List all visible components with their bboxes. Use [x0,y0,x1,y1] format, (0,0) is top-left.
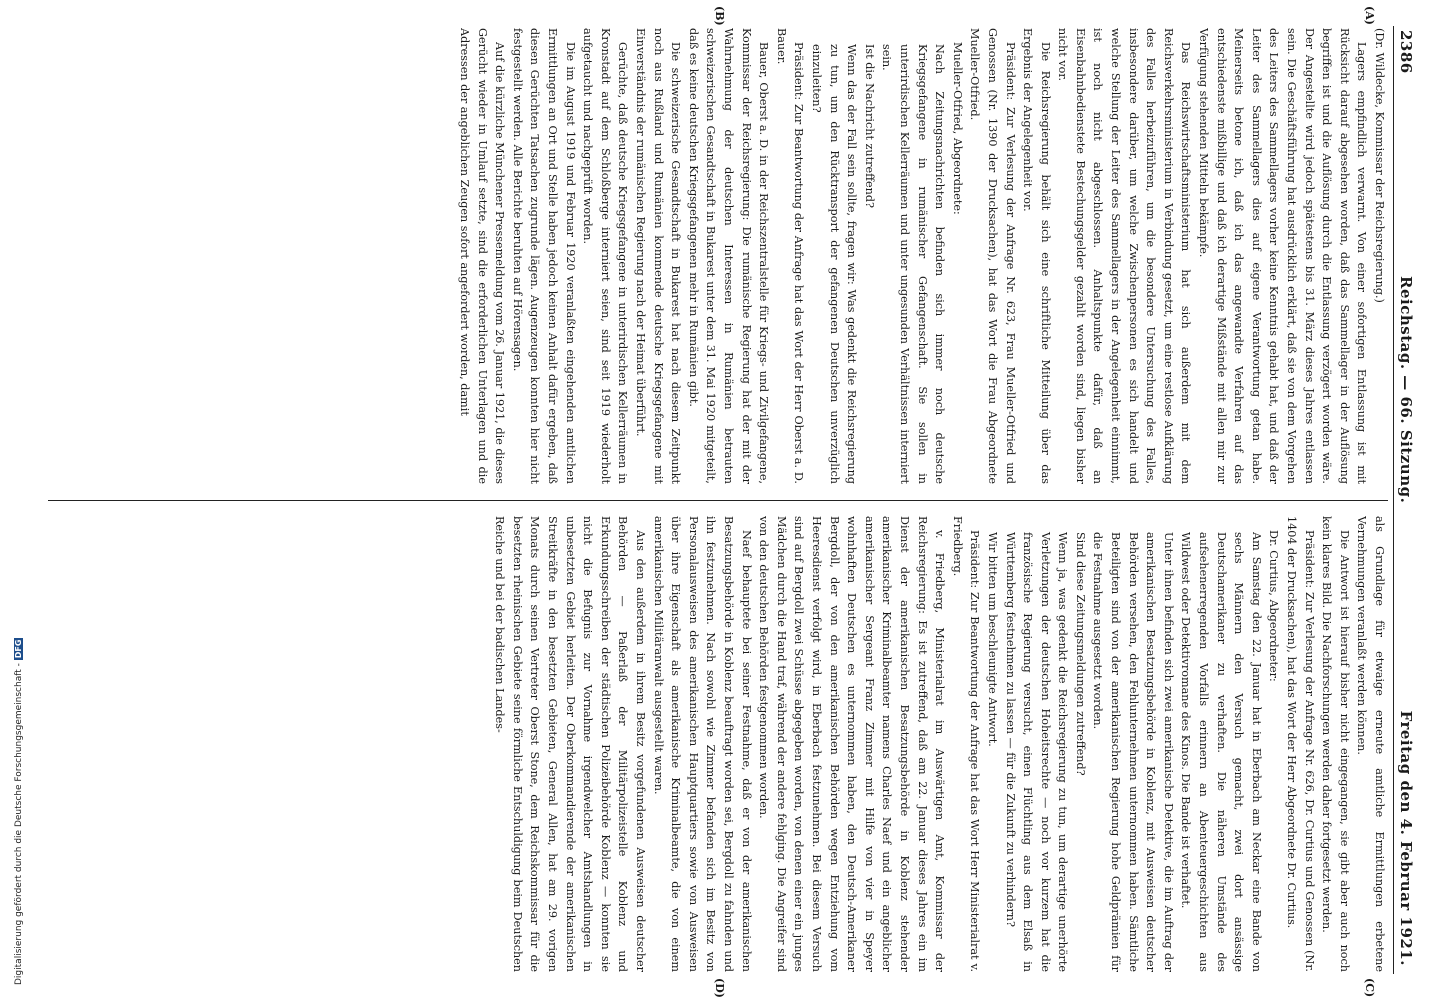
paragraph: Präsident: Zur Beantwortung der Anfrage hat das Wort der Herr Oberst a. D. Bauer. [774,28,806,484]
paragraph: Die im August 1919 und Februar 1920 veranlaßten eingehenden amtlichen Ermittlungen an Ort und Stelle haben jedoch keinen Anhalt dafür ergeben, daß diesen Gerüchten Tatsachen zugrunde lägen. Augenzeugen konnten hier nicht festgestellt werden. Alle Berichte beruhten auf Hörensagen. [510,28,577,484]
left-column [53,28,1388,484]
paragraph: Dr. Curtius, Abgeordneter: [1267,530,1281,682]
paragraph: Lagers empfindlich verwarnt. Von einer sofortigen Entlassung ist mit Rücksicht darauf abgesehen worden, daß das Sammellager in der Auflösung begriffen ist und die Auflösung durch die Entlassung verzögert worden wäre. Der Angestellte wird jedoch spätestens bis 31. März dieses Jahres entlassen sein. Die Geschäftsführung hat ausdrücklich erklärt, daß sie von dem Vorgehen des Leiters des Sammellagers vorher keine Kenntnis gehabt hat, und daß der Leiter des Sammellagers dies auf eigene Verantwortung getan habe. Meinerseits betone ich, daß ich das angewandte Verfahren auf das entschiedenste mißbillige und daß ich derartige Mißstände mit allen mir zur Verfügung stehenden Mitteln bekämpfe. [1197,28,1369,484]
session-title: Reichstag. — 66. Sitzung. [1397,276,1415,504]
paragraph: v. Friedberg, Ministerialrat im Auswärtigen Amt, Kommissar der Reichsregierung: Es ist zutreffend, daß am 22. Januar dieses Jahres ein im Dienst der amerikanischen Besatzungsbehörde in Koblenz stehender amerikanischer Kriminalbeamter namens Charles Naef und ein angeblicher amerikanischer Sergeant Franz Zimmer mit Hilfe von vier in Speyer wohnhaften Deutschen es unternommen haben, den Deutsch-Amerikaner Bergdoll, der von den amerikanischen Behörden wegen Entziehung vom Heeresdienst verfolgt wird, in Eberbach festzunehmen. Bei diesem Versuch sind auf Bergdoll zwei Schüsse abgegeben worden, von denen einer ein junges Mädchen durch die Hand traf, während der andere fehlging. Die Angreifer sind von den deutschen Behörden festgenommen worden. [757,516,947,972]
footer-credit [14,638,24,985]
paragraph: Wenn ja, was gedenkt die Reichsregierung zu tun, um derartige unerhörte Verletzungen der deutschen Hoheitsrechte — noch vor kurzem hat die französische Regierung versucht, einen Flüchtling aus dem Elsaß in Württemberg festnehmen zu lassen — für die Zukunft zu verhindern? [1003,532,1070,972]
page-number: 2386 [1397,30,1415,74]
margin-marker-c: (C) [1363,978,1376,998]
paragraph: Gerüchte, daß deutsche Kriegsgefangene in unterirdischen Kellerräumen in Kronstadt auf dem Schloßberge interniert seien, sind seit 1919 wiederholt aufgetaucht und nachgeprüft worden. [581,28,630,484]
column-divider [48,500,1388,501]
paragraph: Die Reichsregierung behält sich eine schriftliche Mitteilung über das Ergebnis der Angelegenheit vor. [1021,28,1052,484]
paragraph: Die schweizerische Gesandtschaft in Bukarest hat nach diesem Zeitpunkt noch aus Rußland und Rumänien kommende deutsche Kriegsgefangene mit Einverständnis der rumänischen Regierung nach der Heimat überführt. [634,28,683,484]
margin-marker-d: (D) [713,978,726,998]
paragraph: als Grundlage für etwaige erneute amtliche Ermittlungen erbetene Vernehmungen veranlaßt werden können. [1355,516,1386,972]
paragraph: Aus den außerdem in ihrem Besitz vorgefundenen Ausweisen deutscher Behörden — Paßerlaß der Militärpolizeistelle Koblenz und Erkundungsschreiben der städtischen Polizeibehörde Koblenz — konnten sie nicht die Befugnis zur Vornahme irgendwelcher Amtshandlungen in unbesetzten Gebiet herleiten. Der Oberkommandierende der amerikanischen Streitkräfte in den besetzten Gebieten, General Allen, hat am 29. vorigen Monats durch seinen Vertreter Oberst Stone, dem Reichskommissar für die besetzten rheinischen Gebiete seine förmliche Entschuldigung beim Deutschen Reiche und bei der badischen Landes- [493,516,648,972]
paragraph: Bauer, Oberst a. D. in der Reichszentralstelle für Kriegs- und Zivilgefangene, Kommissar der Reichsregierung: Die rumänische Regierung hat der mit der Wahrnehmung der deutschen Interessen in Rumänien betrauten schweizerischen Gesandtschaft in Bukarest unter dem 31. Mai 1920 mitgeteilt, daß es keine deutschen Kriegsgefangenen mehr in Rumänien gibt. [686,28,771,484]
paragraph: Das Reichswirtschaftsministerium hat sich außerdem mit dem Reichsverkehrsministerium in Verbindung gesetzt, um eine restlose Aufklärung des Falles herbeizuführen, um die besondere Untersuchung des Falles, insbesondere darüber, um welche Zwischenpersonen es sich handelt und welche Stellung der Leiter des Sammellagers in der Angelegenheit einnimmt, ist noch nicht abgeschlossen. Anhaltspunkte dafür, daß an Eisenbahnbedienstete Bestechungsgelder gezahlt worden sind, liegen bisher nicht vor. [1056,28,1193,484]
right-column [53,516,1388,972]
paragraph: Am Samstag den 22. Januar hat in Eberbach am Neckar eine Bande von sechs Männern den Versuch gemacht, zwei dort ansässige Deutschamerikaner zu verhaften. Die näheren Umstände des aufsehenerregenden Vorfalls erinnern an Abenteuergeschichten aus Wildwest oder Detektivromane des Kinos. Die Bande ist verhaftet. [1179,532,1263,972]
paragraph: Naef behauptete bei seiner Festnahme, daß er von der amerikanischen Besatzungsbehörde in Koblenz beauftragt worden sei, Bergdoll zu fahnden und ihn festzunehmen. Nach sowohl wie Zimmer befanden sich im Besitz von Personalausweisen des amerikanischen Hauptquartiers sowie von Ausweisen über ihre Eigenschaft als amerikanische Kriminalbeamte, die von einem amerikanischen Militäranwalt ausgestellt waren. [651,516,753,972]
paragraph: Präsident: Zur Beantwortung der Anfrage hat das Wort Herr Ministerialrat v. Friedberg. [950,516,982,972]
paragraph: Sind diese Zeitungsmeldungen zutreffend? [1073,532,1087,776]
margin-marker-b: (B) [713,6,726,26]
paragraph: Präsident: Zur Verlesung der Anfrage Nr. 623, Frau Mueller-Otfried und Genossen (Nr. 1390 der Drucksachen), hat das Wort die Frau Abgeordnete Mueller-Otfried. [968,28,1017,484]
paragraph: (Dr. Wildecke, Kommissar der Reichsregierung.) [1373,28,1386,303]
paragraph: Wir bitten um beschleunigte Antwort. [985,532,999,747]
paragraph: Nach Zeitungsnachrichten befinden sich immer noch deutsche Kriegsgefangene in rumänischer Gefangenschaft. Sie sollen in unterirdischen Kellerräumen und unter ungesunden Verhältnissen interniert sein. [880,44,947,484]
paragraph: Ist die Nachricht zutreffend? [862,44,876,209]
paragraph: Die Antwort ist hierauf bisher nicht eingegangen, sie gibt aber auch noch kein klares Bild. Die Nachforschungen werden daher fortgesetzt werden. [1320,516,1351,972]
footer-credit-text: Digitalisierung gefördert durch die Deutsche Forschungsgemeinschaft - [14,663,24,985]
document-page [46,6,1416,998]
page-header [1393,26,1416,974]
margin-marker-a: (A) [1363,6,1376,25]
paragraph: Mueller-Otfried, Abgeordnete: [950,42,964,215]
dfg-logo: DFG [14,639,23,659]
paragraph: Präsident: Zur Verlesung der Anfrage Nr. 626, Dr. Curtius und Genossen (Nr. 1404 der Drucksachen), hat das Wort der Herr Abgeordnete Dr. Curtius. [1285,516,1316,972]
paragraph: Wenn das der Fall sein sollte, fragen wir: Was gedenkt die Reichsregierung zu tun, um den Rücktransport der gefangenen Deutschen unverzüglich einzuleiten? [810,44,859,484]
paragraph: Unter ihnen befinden sich zwei amerikanische Detektive, die im Auftrag der amerikanischen Besatzungsbehörde in Koblenz, mit Ausweisen deutscher Behörden versehen, den Fehlunternehmen unternommen haben. Sämtliche Beteiligten sind von der amerikanischen Regierung hohe Geldprämien für die Festnahme ausgesetzt worden. [1091,532,1175,972]
session-date: Freitag den 4. Februar 1921. [1397,710,1415,966]
paragraph: Auf die kürzliche Münchener Pressemeldung vom 26. Januar 1921, die dieses Gerücht wieder in Umlauf setzte, sind die erforderlichen Unterlagen und die Adressen der angeblichen Zeugen sofort angefordert worden, damit [458,28,507,484]
